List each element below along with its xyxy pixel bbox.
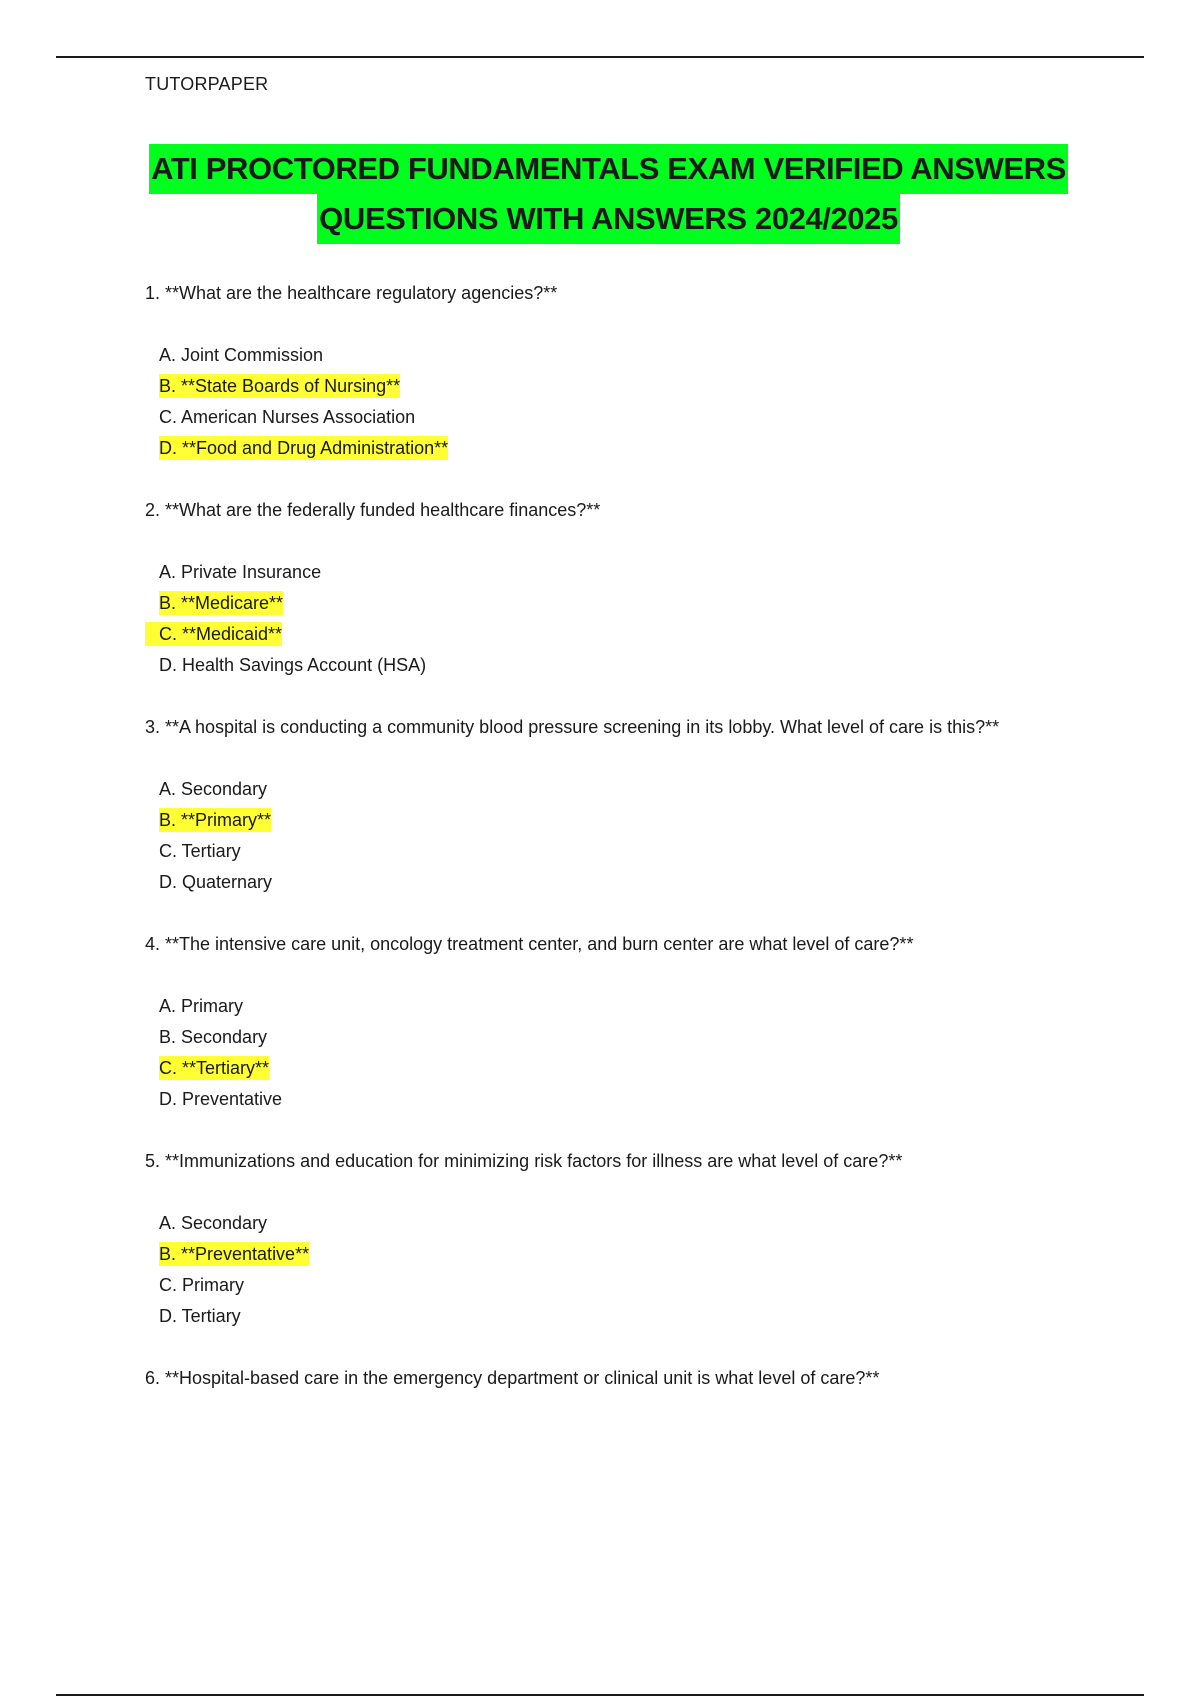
option-label: A. Private Insurance (159, 562, 322, 582)
question-3 (145, 712, 1075, 898)
option-list (145, 774, 1075, 898)
question-2 (145, 495, 1075, 681)
option-b (159, 1022, 1075, 1053)
question-6 (145, 1363, 1075, 1393)
option-a (159, 774, 1075, 805)
title-line-1: ATI PROCTORED FUNDAMENTALS EXAM VERIFIED ANSWERS (149, 144, 1068, 194)
option-a (159, 1208, 1075, 1239)
option-label: D. **Food and Drug Administration** (159, 438, 449, 458)
bottom-rule (56, 1694, 1144, 1696)
option-label: B. **State Boards of Nursing** (159, 376, 401, 396)
option-c (159, 836, 1075, 867)
option-label: B. Secondary (159, 1027, 268, 1047)
option-list (145, 557, 1075, 681)
option-b-correct (159, 1239, 1075, 1270)
option-c-correct (159, 1053, 1075, 1084)
option-d-correct (159, 433, 1075, 464)
option-b-correct (159, 371, 1075, 402)
question-4 (145, 929, 1075, 1115)
question-text: 1. **What are the healthcare regulatory agencies?** (145, 283, 558, 303)
spacer (145, 1332, 1075, 1363)
top-rule (56, 56, 1144, 58)
title-line-2: QUESTIONS WITH ANSWERS 2024/2025 (317, 194, 900, 244)
option-label: D. Quaternary (159, 872, 273, 892)
question-text: 3. **A hospital is conducting a community blood pressure screening in its lobby. What level of care is this?** (145, 717, 1000, 737)
option-label: C. **Medicaid** (145, 622, 282, 646)
option-label: A. Secondary (159, 1213, 268, 1233)
spacer (145, 1115, 1075, 1146)
question-text: 4. **The intensive care unit, oncology treatment center, and burn center are what level of care?** (145, 934, 914, 954)
option-label: C. Primary (159, 1275, 244, 1295)
option-a (159, 991, 1075, 1022)
document-title (145, 144, 1072, 244)
spacer (145, 681, 1075, 712)
option-label: D. Health Savings Account (HSA) (159, 655, 427, 675)
option-label: A. Secondary (159, 779, 268, 799)
question-list (145, 278, 1075, 1393)
option-a (159, 557, 1075, 588)
option-label: C. Tertiary (159, 841, 241, 861)
header-label: TUTORPAPER (145, 74, 269, 94)
option-d (159, 1301, 1075, 1332)
option-d (159, 650, 1075, 681)
question-text: 2. **What are the federally funded healthcare finances?** (145, 500, 601, 520)
option-label: A. Primary (159, 996, 244, 1016)
option-label: C. **Tertiary** (159, 1058, 270, 1078)
option-label: B. **Preventative** (159, 1244, 310, 1264)
option-d (159, 1084, 1075, 1115)
spacer (145, 898, 1075, 929)
option-label: B. **Medicare** (159, 593, 284, 613)
option-a (159, 340, 1075, 371)
option-list (145, 991, 1075, 1115)
option-c (159, 402, 1075, 433)
option-b-correct (159, 805, 1075, 836)
option-label: B. **Primary** (159, 810, 272, 830)
option-c-correct (145, 619, 1075, 650)
option-b-correct (159, 588, 1075, 619)
option-label: C. American Nurses Association (159, 407, 416, 427)
question-5 (145, 1146, 1075, 1332)
spacer (145, 464, 1075, 495)
option-label: D. Tertiary (159, 1306, 241, 1326)
option-label: A. Joint Commission (159, 345, 324, 365)
question-text: 6. **Hospital-based care in the emergency department or clinical unit is what level of care?** (145, 1368, 880, 1388)
question-text: 5. **Immunizations and education for minimizing risk factors for illness are what level of care?** (145, 1151, 903, 1171)
question-1 (145, 278, 1075, 464)
option-c (159, 1270, 1075, 1301)
option-d (159, 867, 1075, 898)
option-list (145, 1208, 1075, 1332)
option-list (145, 340, 1075, 464)
option-label: D. Preventative (159, 1089, 283, 1109)
